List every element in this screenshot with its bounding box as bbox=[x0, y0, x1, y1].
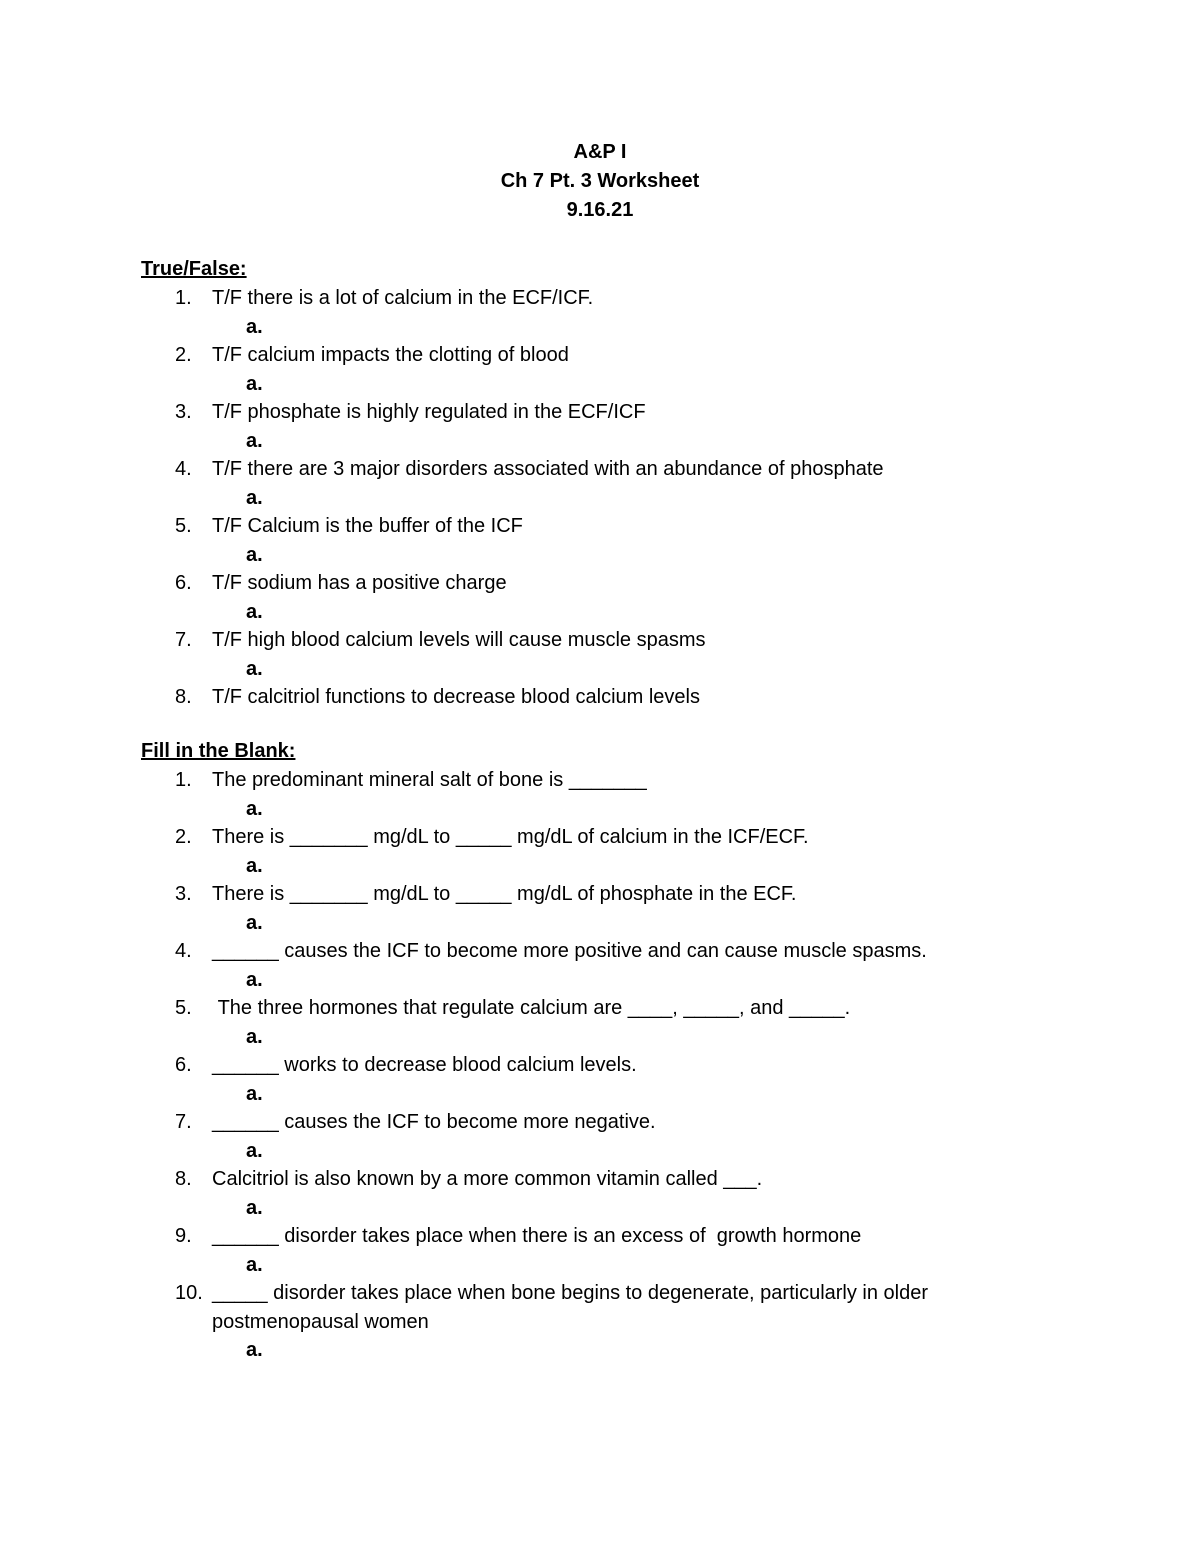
question-number: 10. bbox=[175, 1282, 203, 1304]
question-text: ______ causes the ICF to become more negative. bbox=[212, 1111, 656, 1133]
worksheet-date: 9.16.21 bbox=[566, 199, 634, 221]
answer-label: a. bbox=[246, 543, 263, 566]
question-item bbox=[141, 341, 1041, 370]
question-text: T/F sodium has a positive charge bbox=[212, 572, 507, 594]
question-text: The three hormones that regulate calcium are ____, _____, and _____. bbox=[212, 997, 851, 1019]
question-number: 2. bbox=[175, 826, 192, 848]
true-false-heading: True/False: bbox=[141, 258, 247, 280]
worksheet-header bbox=[0, 138, 1200, 225]
question-item bbox=[141, 683, 1041, 712]
question-number: 1. bbox=[175, 287, 192, 309]
question-text: ______ works to decrease blood calcium levels. bbox=[212, 1054, 637, 1076]
question-text: T/F calcitriol functions to decrease blood calcium levels bbox=[212, 686, 700, 708]
question-text: T/F there are 3 major disorders associated with an abundance of phosphate bbox=[212, 458, 884, 480]
question-item bbox=[141, 937, 1041, 966]
question-text: T/F phosphate is highly regulated in the ECF/ICF bbox=[212, 401, 646, 423]
answer-label: a. bbox=[246, 1196, 263, 1219]
answer-label: a. bbox=[246, 1139, 263, 1162]
question-number: 4. bbox=[175, 458, 192, 480]
question-number: 3. bbox=[175, 401, 192, 423]
question-text: ______ causes the ICF to become more positive and can cause muscle spasms. bbox=[212, 940, 927, 962]
question-item bbox=[141, 284, 1041, 313]
question-text: _____ disorder takes place when bone begins to degenerate, particularly in older postmenopausal women bbox=[212, 1282, 934, 1333]
question-number: 5. bbox=[175, 997, 192, 1019]
answer-label: a. bbox=[246, 968, 263, 991]
answer-label: a. bbox=[246, 429, 263, 452]
question-item bbox=[141, 455, 1041, 484]
answer-label: a. bbox=[246, 315, 263, 338]
question-number: 1. bbox=[175, 769, 192, 791]
fill-blank-heading: Fill in the Blank: bbox=[141, 740, 296, 762]
question-number: 5. bbox=[175, 515, 192, 537]
fill-blank-list bbox=[141, 766, 1041, 1365]
question-number: 7. bbox=[175, 1111, 192, 1133]
course-title: A&P I bbox=[573, 141, 627, 163]
question-number: 7. bbox=[175, 629, 192, 651]
question-item bbox=[141, 994, 1041, 1023]
answer-label: a. bbox=[246, 1025, 263, 1048]
question-item bbox=[141, 1222, 1041, 1251]
worksheet-title: Ch 7 Pt. 3 Worksheet bbox=[500, 170, 700, 192]
question-text: T/F calcium impacts the clotting of blood bbox=[212, 344, 569, 366]
question-number: 8. bbox=[175, 686, 192, 708]
answer-label: a. bbox=[246, 797, 263, 820]
answer-label: a. bbox=[246, 657, 263, 680]
answer-label: a. bbox=[246, 1082, 263, 1105]
answer-label: a. bbox=[246, 486, 263, 509]
question-item bbox=[141, 626, 1041, 655]
question-text: T/F there is a lot of calcium in the ECF/ICF. bbox=[212, 287, 594, 309]
question-item bbox=[141, 1051, 1041, 1080]
question-text: There is _______ mg/dL to _____ mg/dL of calcium in the ICF/ECF. bbox=[212, 826, 809, 848]
question-text: T/F high blood calcium levels will cause muscle spasms bbox=[212, 629, 706, 651]
question-number: 4. bbox=[175, 940, 192, 962]
question-number: 6. bbox=[175, 572, 192, 594]
question-item bbox=[141, 569, 1041, 598]
question-item bbox=[141, 1279, 1041, 1336]
answer-label: a. bbox=[246, 854, 263, 877]
question-item bbox=[141, 880, 1041, 909]
fill-blank-section bbox=[141, 737, 1041, 1365]
answer-label: a. bbox=[246, 911, 263, 934]
question-number: 9. bbox=[175, 1225, 192, 1247]
question-item bbox=[141, 823, 1041, 852]
question-number: 2. bbox=[175, 344, 192, 366]
question-number: 3. bbox=[175, 883, 192, 905]
answer-label: a. bbox=[246, 1253, 263, 1276]
question-text: T/F Calcium is the buffer of the ICF bbox=[212, 515, 523, 537]
answer-label: a. bbox=[246, 372, 263, 395]
question-item bbox=[141, 512, 1041, 541]
question-item bbox=[141, 1165, 1041, 1194]
answer-label: a. bbox=[246, 1339, 263, 1361]
question-item bbox=[141, 766, 1041, 795]
question-text: There is _______ mg/dL to _____ mg/dL of phosphate in the ECF. bbox=[212, 883, 797, 905]
question-number: 6. bbox=[175, 1054, 192, 1076]
question-item bbox=[141, 398, 1041, 427]
question-text: Calcitriol is also known by a more common vitamin called ___. bbox=[212, 1168, 763, 1190]
question-number: 8. bbox=[175, 1168, 192, 1190]
question-text: ______ disorder takes place when there is an excess of growth hormone bbox=[212, 1225, 862, 1247]
question-text: The predominant mineral salt of bone is _______ bbox=[212, 769, 647, 791]
answer-label: a. bbox=[246, 600, 263, 623]
true-false-section bbox=[141, 255, 1041, 712]
question-item bbox=[141, 1108, 1041, 1137]
true-false-list bbox=[141, 284, 1041, 712]
